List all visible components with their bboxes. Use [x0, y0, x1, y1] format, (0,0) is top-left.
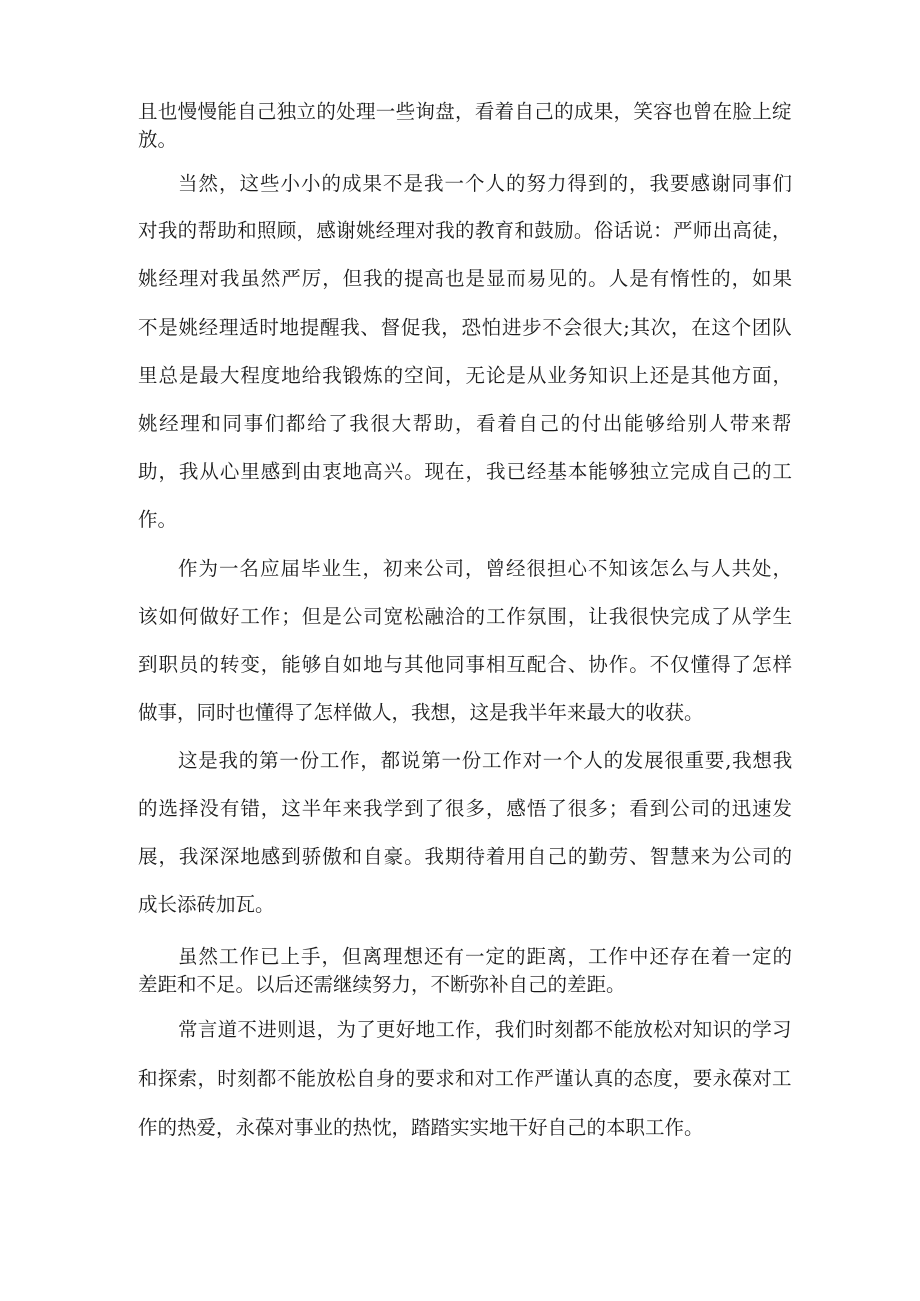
text-line: 和探索，时刻都不能放松自身的要求和对工作严谨认真的态度，要永葆对工 [138, 1067, 792, 1090]
text-line: 的选择没有错，这半年来我学到了很多，感悟了很多；看到公司的迅速发 [138, 797, 793, 820]
text-line: 对我的帮助和照顾，感谢姚经理对我的教育和鼓励。俗话说：严师出高徒， [138, 219, 792, 242]
text-line: 作。 [138, 508, 178, 531]
text-line: 展，我深深地感到骄傲和自豪。我期待着用自己的勤劳、智慧来为公司的 [138, 845, 793, 868]
text-line: 到职员的转变，能够自如地与其他同事相互配合、协作。不仅懂得了怎样 [138, 653, 793, 676]
text-line: 做事，同时也懂得了怎样做人，我想，这是我半年来最大的收获。 [138, 701, 704, 724]
text-line: 作为一名应届毕业生，初来公司，曾经很担心不知该怎么与人共处， [178, 557, 794, 580]
text-line: 虽然工作已上手，但离理想还有一定的距离，工作中还存在着一定的 [178, 945, 794, 968]
text-line: 该如何做好工作；但是公司宽松融洽的工作氛围，让我很快完成了从学生 [138, 605, 793, 628]
text-line: 这是我的第一份工作，都说第一份工作对一个人的发展很重要,我想我 [178, 749, 793, 772]
text-line: 成长添砖加瓦。 [138, 893, 275, 916]
text-line: 姚经理对我虽然严厉，但我的提高也是显而易见的。人是有惰性的，如果 [138, 267, 793, 290]
text-line: 姚经理和同事们都给了我很大帮助，看着自己的付出能够给别人带来帮 [138, 412, 794, 435]
text-line: 助，我从心里感到由衷地高兴。现在，我已经基本能够独立完成自己的工 [138, 460, 793, 483]
text-line: 放。 [138, 128, 178, 151]
text-line: 不是姚经理适时地提醒我、督促我，恐怕进步不会很大;其次，在这个团队 [138, 316, 793, 339]
text-line: 常言道不进则退，为了更好地工作，我们时刻都不能放松对知识的学习 [178, 1018, 792, 1041]
text-line: 里总是最大程度地给我锻炼的空间，无论是从业务知识上还是其他方面， [138, 364, 793, 387]
text-line: 且也慢慢能自己独立的处理一些询盘，看着自己的成果，笑容也曾在脸上绽 [138, 100, 792, 123]
text-line: 作的热爱，永葆对事业的热忱，踏踏实实地干好自己的本职工作。 [138, 1116, 704, 1139]
text-line: 当然，这些小小的成果不是我一个人的努力得到的，我要感谢同事们 [178, 172, 794, 195]
text-line: 差距和不足。以后还需继续努力，不断弥补自己的差距。 [138, 973, 626, 996]
